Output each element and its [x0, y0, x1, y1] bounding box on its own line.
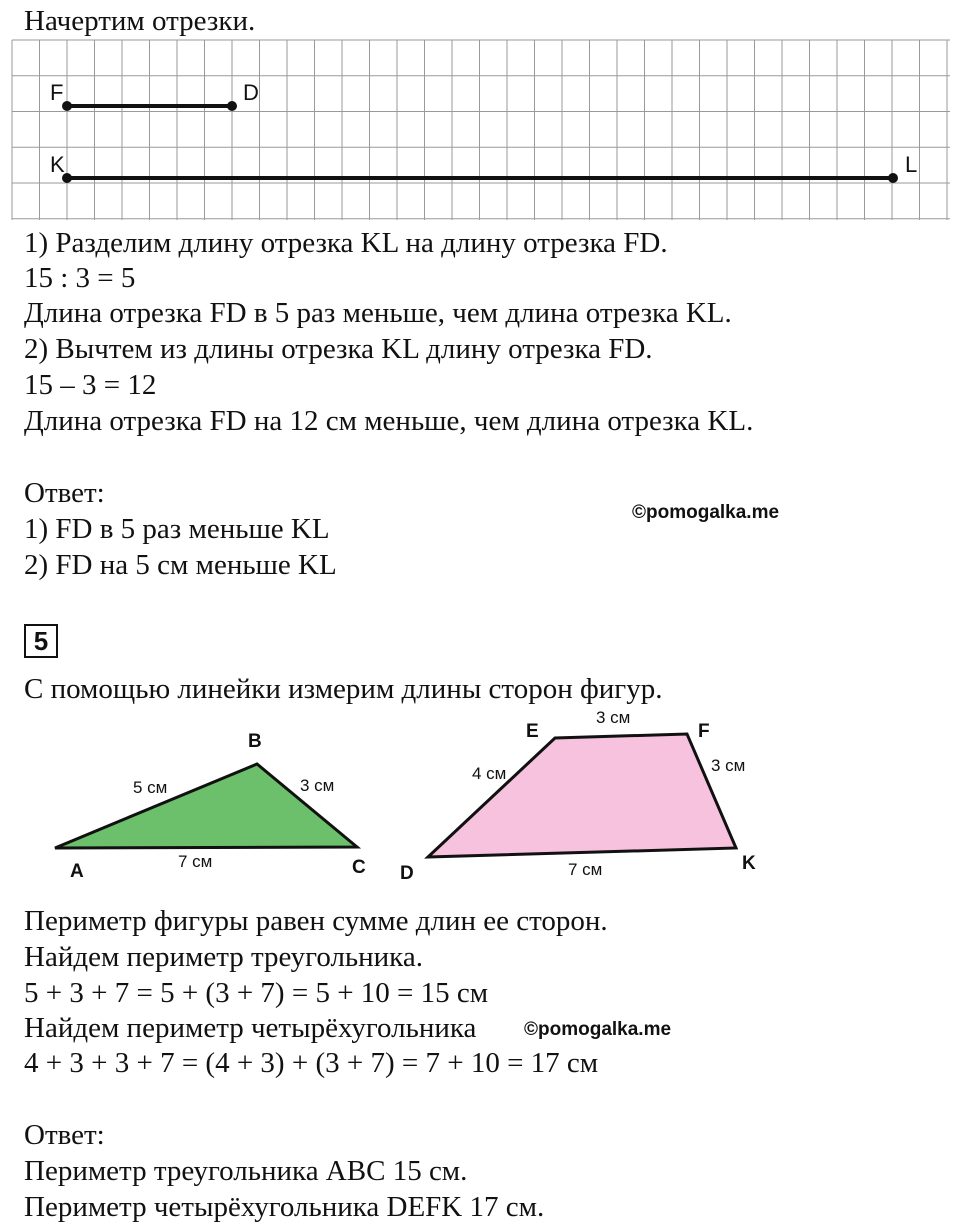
section1-line-5: 15 – 3 = 12 [24, 369, 157, 401]
watermark: ©pomogalka.me [632, 502, 780, 523]
section1-line-6: Длина отрезка FD на 12 см меньше, чем длина отрезка KL. [24, 405, 754, 437]
side-ac-length: 7 см [178, 852, 213, 871]
section2-line-4: Найдем периметр четырёхугольника [24, 1012, 477, 1044]
side-ef-length: 3 см [596, 708, 631, 727]
section1-answer-1: 1) FD в 5 раз меньше KL [24, 513, 330, 545]
section1-line-3: Длина отрезка FD в 5 раз меньше, чем длина отрезка KL. [24, 297, 732, 329]
label-k: K [50, 152, 65, 177]
point-f [62, 101, 72, 111]
point-l [888, 173, 898, 183]
label-d: D [243, 80, 259, 105]
task-number-badge: 5 [24, 624, 58, 658]
label-a: A [70, 861, 84, 882]
section1-heading: Начертим отрезки. [24, 5, 256, 37]
segments-grid [0, 0, 960, 230]
label-c: C [352, 857, 366, 878]
side-fk-length: 3 см [711, 756, 746, 775]
section2-answer-label: Ответ: [24, 1119, 105, 1151]
section1-line-4: 2) Вычтем из длины отрезка KL длину отрезка FD. [24, 333, 653, 365]
section1-line-1: 1) Разделим длину отрезка KL на длину отрезка FD. [24, 227, 668, 259]
quadrilateral-defk [428, 734, 736, 857]
label-b: B [248, 731, 262, 752]
section2-line-5: 4 + 3 + 3 + 7 = (4 + 3) + (3 + 7) = 7 + 10 = 17 см [24, 1047, 599, 1079]
figures [0, 705, 960, 885]
side-bc-length: 3 см [300, 776, 335, 795]
section2-line-2: Найдем периметр треугольника. [24, 941, 423, 973]
section2-intro: С помощью линейки измерим длины сторон фигур. [24, 673, 663, 705]
label-l: L [905, 152, 918, 177]
side-de-length: 4 см [472, 764, 507, 783]
section2-line-1: Периметр фигуры равен сумме длин ее сторон. [24, 905, 608, 937]
watermark-2: ©pomogalka.me [524, 1019, 672, 1040]
side-ab-length: 5 см [133, 778, 168, 797]
section2-line-3: 5 + 3 + 7 = 5 + (3 + 7) = 5 + 10 = 15 см [24, 977, 489, 1009]
section1-line-2: 15 : 3 = 5 [24, 262, 136, 294]
label-f: F [50, 80, 64, 105]
section2-answer-2: Периметр четырёхугольника DEFK 17 см. [24, 1191, 545, 1223]
section1-answer-label: Ответ: [24, 477, 105, 509]
label-k2: K [742, 853, 756, 874]
grid-lines [12, 40, 950, 220]
label-f2: F [698, 721, 710, 742]
section1-answer-2: 2) FD на 5 см меньше KL [24, 549, 337, 581]
label-d2: D [400, 863, 414, 884]
point-d [227, 101, 237, 111]
side-dk-length: 7 см [568, 860, 603, 879]
label-e: E [526, 721, 539, 742]
section2-answer-1: Периметр треугольника ABC 15 см. [24, 1155, 468, 1187]
